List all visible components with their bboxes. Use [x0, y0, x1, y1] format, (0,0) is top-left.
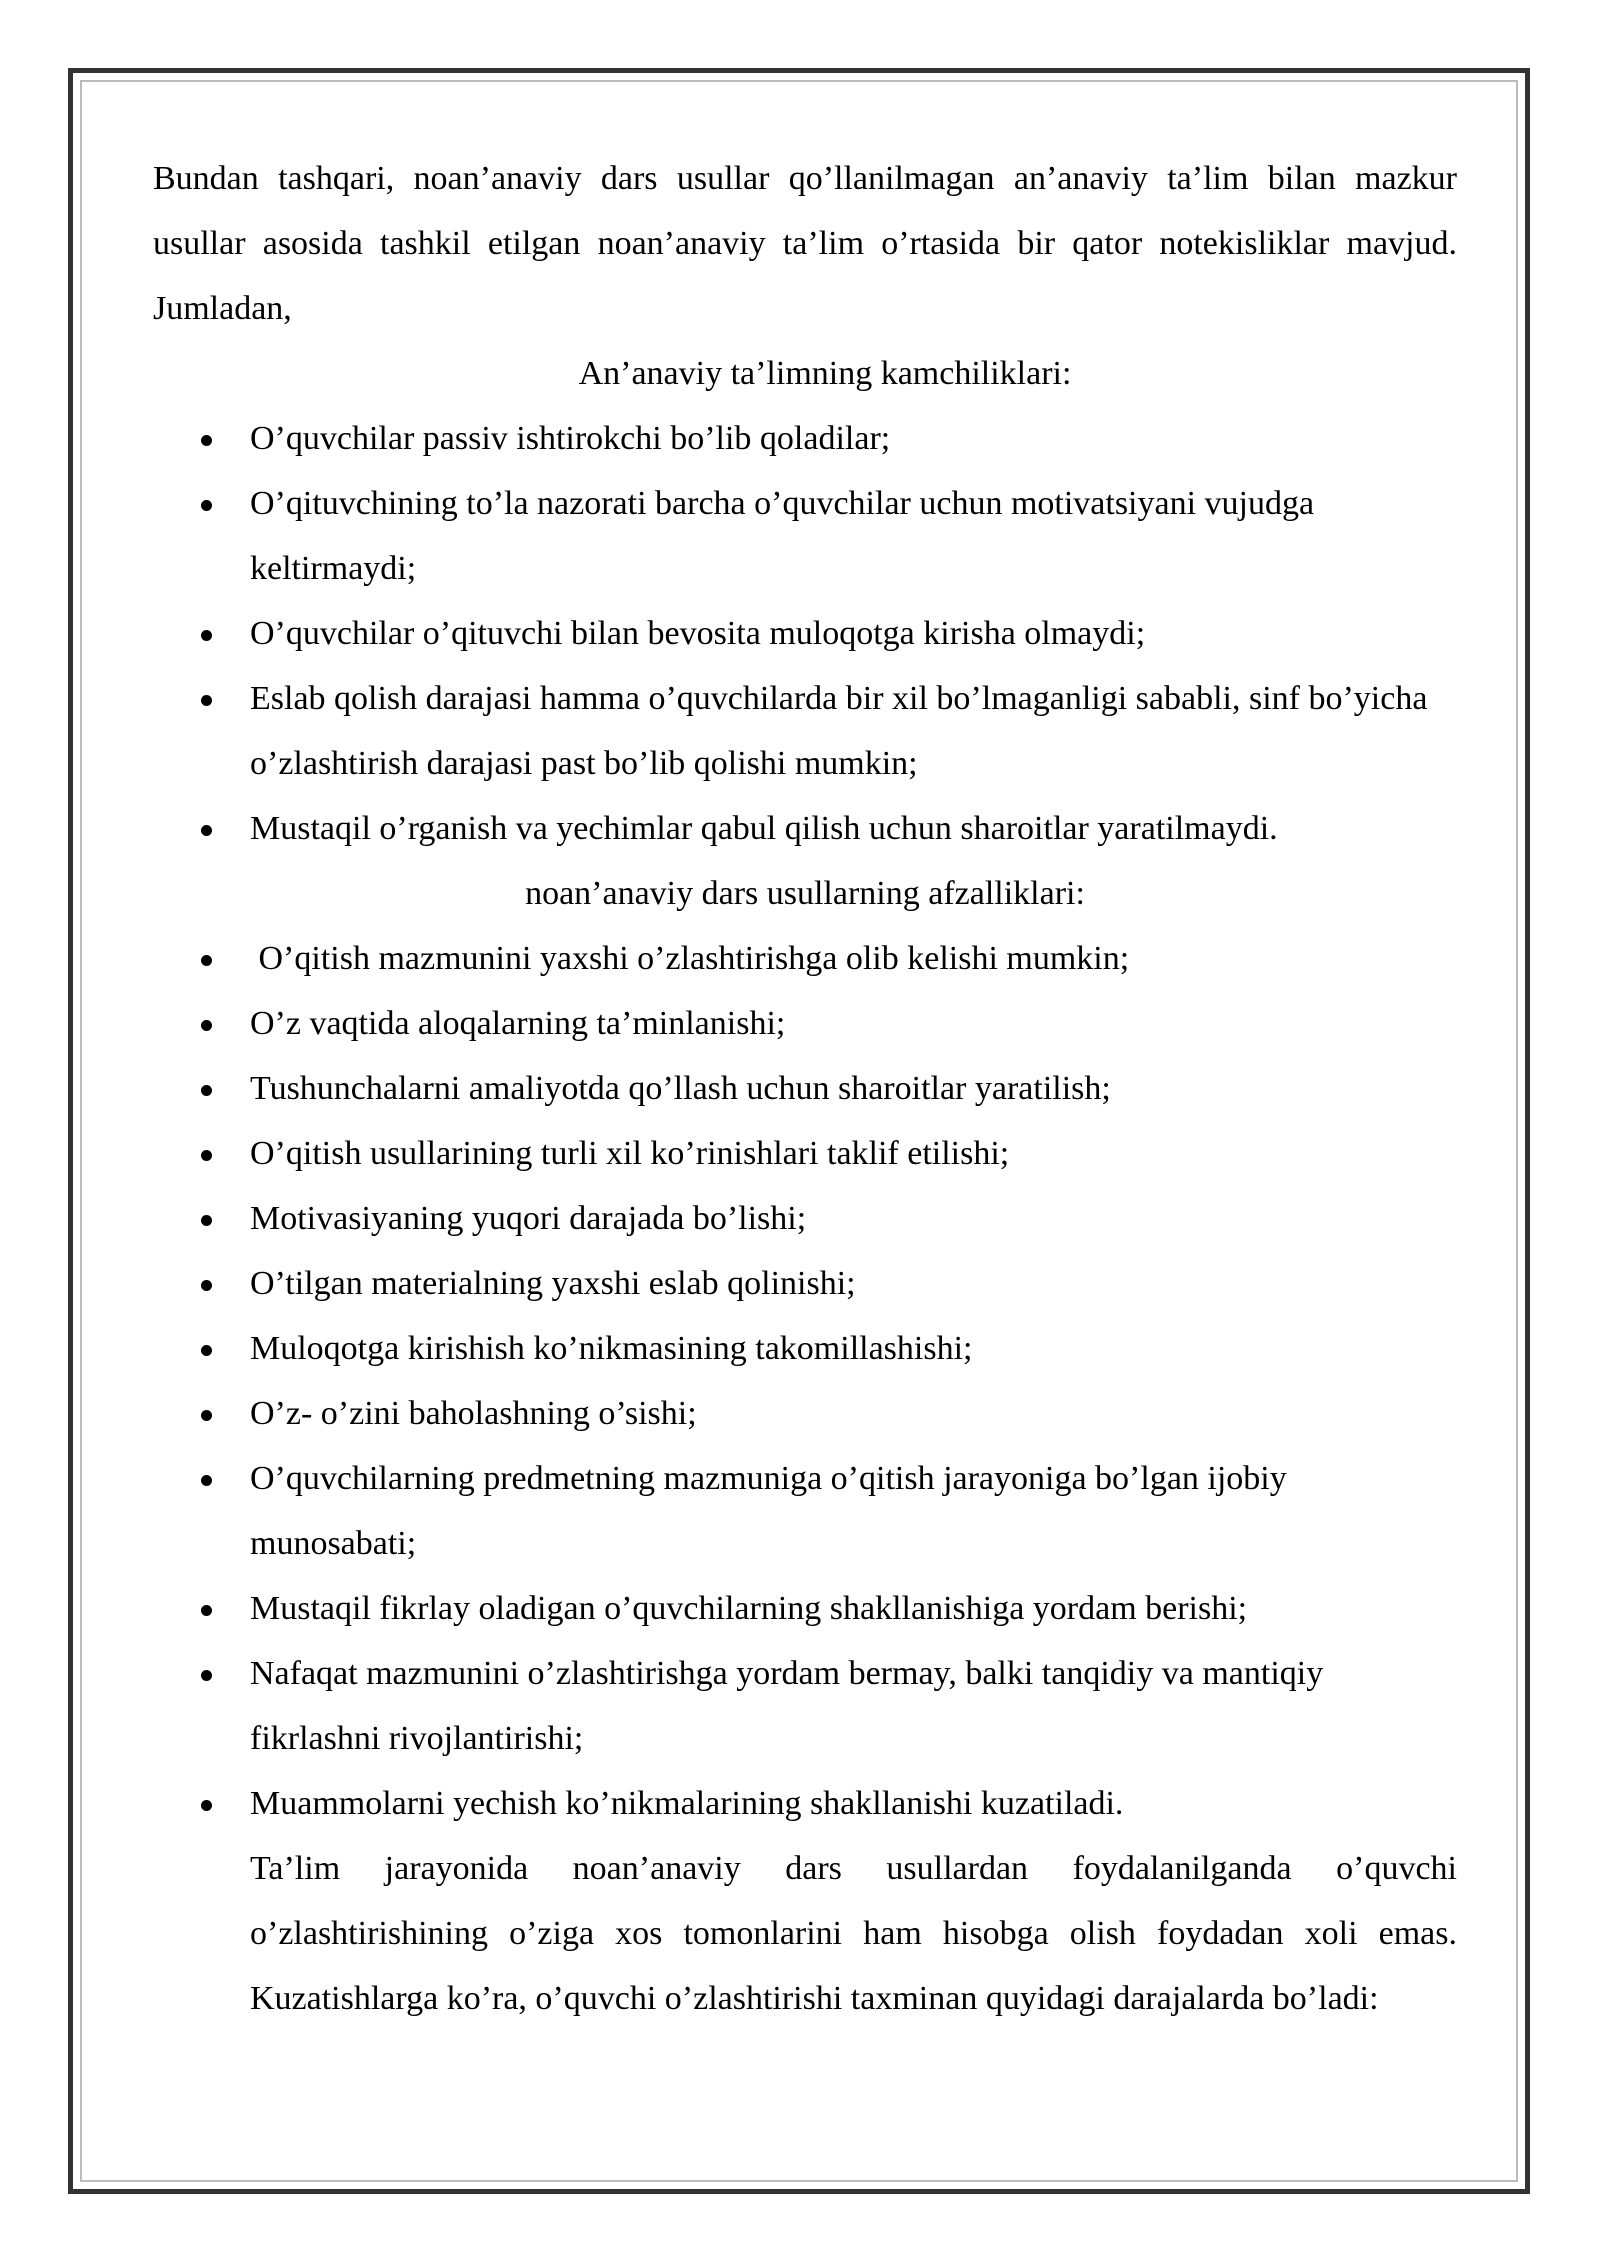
list-item: O’quvchilar passiv ishtirokchi bo’lib qoladilar; [250, 406, 1457, 471]
section-heading-disadvantages: An’anaviy ta’limning kamchiliklari: [578, 355, 1072, 392]
list-item: O’quvchilar o’qituvchi bilan bevosita muloqotga kirisha olmaydi; [250, 601, 1457, 666]
list-item: Mustaqil o’rganish va yechimlar qabul qilish uchun sharoitlar yaratilmaydi. [250, 796, 1457, 861]
list-item: O’qituvchining to’la nazorati barcha o’quvchilar uchun motivatsiyani vujudga keltirmaydi; [250, 471, 1457, 601]
disadvantages-list [153, 406, 1457, 861]
list-item: Motivasiyaning yuqori darajada bo’lishi; [250, 1186, 1457, 1251]
list-item: O’z vaqtida aloqalarning ta’minlanishi; [250, 991, 1457, 1056]
advantages-list [153, 926, 1457, 1836]
list-item: Muloqotga kirishish ko’nikmasining takomillashishi; [250, 1316, 1457, 1381]
list-item: Muammolarni yechish ko’nikmalarining shakllanishi kuzatiladi. [250, 1771, 1457, 1836]
list-item: Eslab qolish darajasi hamma o’quvchilarda bir xil bo’lmaganligi sababli, sinf bo’yicha o’zlashtirish darajasi past bo’lib qolishi mumkin; [250, 666, 1457, 796]
closing-paragraph: Ta’lim jarayonida noan’anaviy dars usullardan foydalanilganda o’quvchi o’zlashtirishining o’ziga xos tomonlarini ham hisobga olish foydadan xoli emas. Kuzatishlarga ko’ra, o’quvchi o’zlashtirishi taxminan quyidagi darajalarda bo’ladi: [250, 1850, 1474, 2017]
list-item: O’qitish usullarining turli xil ko’rinishlari taklif etilishi; [250, 1121, 1457, 1186]
list-item: O’quvchilarning predmetning mazmuniga o’qitish jarayoniga bo’lgan ijobiy munosabati; [250, 1446, 1457, 1576]
list-item: Nafaqat mazmunini o’zlashtirishga yordam bermay, balki tanqidiy va mantiqiy fikrlashni rivojlantirishi; [250, 1641, 1457, 1771]
document-body [153, 146, 1474, 2031]
list-item: Tushunchalarni amaliyotda qo’llash uchun sharoitlar yaratilish; [250, 1056, 1457, 1121]
section-heading-advantages: noan’anaviy dars usullarning afzalliklari: [525, 875, 1085, 912]
list-item: O’z- o’zini baholashning o’sishi; [250, 1381, 1457, 1446]
intro-paragraph: Bundan tashqari, noan’anaviy dars usullar qo’llanilmagan an’anaviy ta’lim bilan mazkur usullar asosida tashkil etilgan noan’anaviy ta’lim o’rtasida bir qator notekisliklar mavjud. Jumladan, [153, 160, 1457, 327]
list-item: Mustaqil fikrlay oladigan o’quvchilarning shakllanishiga yordam berishi; [250, 1576, 1457, 1641]
list-item: O’qitish mazmunini yaxshi o’zlashtirishga olib kelishi mumkin; [250, 926, 1457, 991]
list-item: O’tilgan materialning yaxshi eslab qolinishi; [250, 1251, 1457, 1316]
